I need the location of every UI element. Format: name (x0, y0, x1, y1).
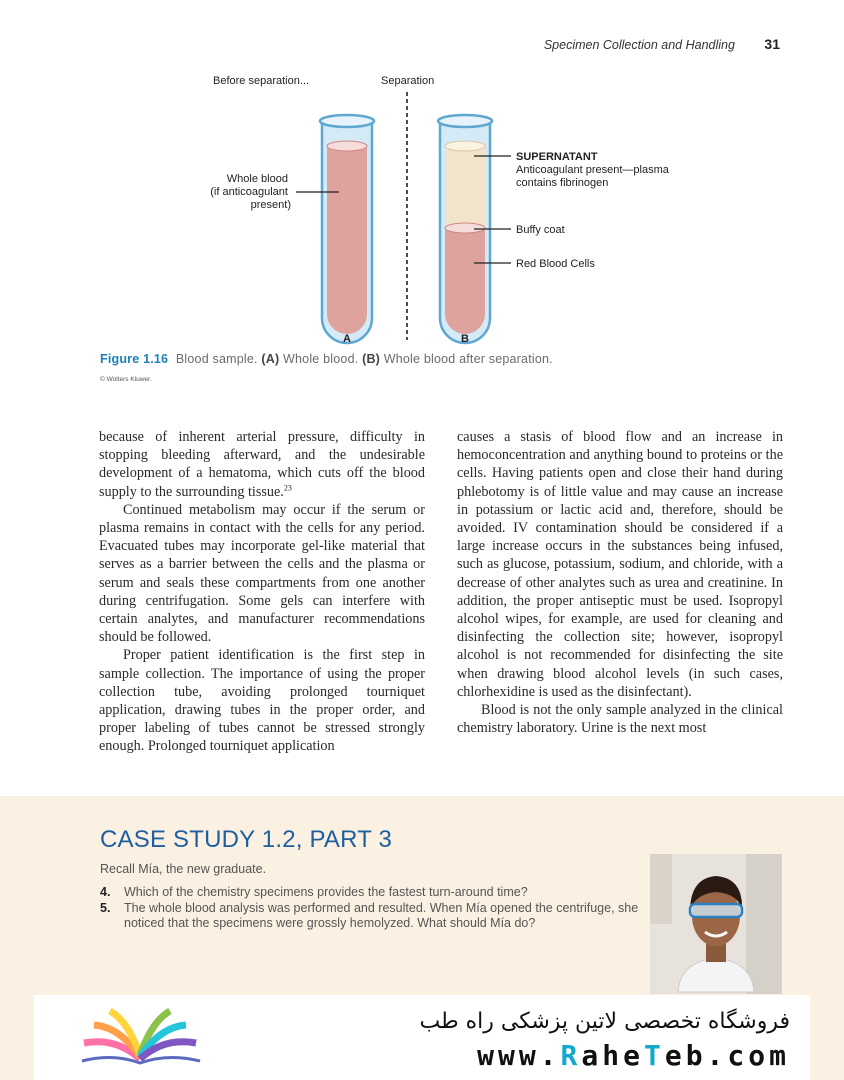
student-photo (650, 854, 782, 994)
open-book-logo (76, 1007, 206, 1067)
case-question: 5. The whole blood analysis was performed and resulted. When Mía opened the centrifuge, she noticed that the specimens were grossly hemolyzed. What should Mía do? (100, 901, 639, 930)
tube-b (438, 115, 492, 345)
figure-caption: Figure 1.16 Blood sample. (A) Whole blood. (B) Whole blood after separation. (100, 352, 553, 366)
body-column-right (457, 428, 783, 737)
paragraph: causes a stasis of blood flow and an increase in hemoconcentration and anything bound to proteins or the cells. Having patients open and close their hand during phlebotomy is of little value and may cause an increase in potassium or lactic acid and, therefore, should be avoided. IV contamination should be considered if a large increase occurs in the substances being infused, such as glucose, potassium, sodium, and chloride, with a decrease of other analytes such as urea and creatinine. In addition, the proper antiseptic must be used. Isopropyl alcohol wipes, for example, are used for cleaning and disinfecting the collection site; however, isopropyl alcohol is not recommended for disinfecting the site when drawing blood alcohol levels (in such cases, chlorhexidine is used as the disinfectant). (457, 429, 783, 700)
whole-blood-label: Whole blood (if anticoagulant present) (210, 173, 291, 211)
running-title: Specimen Collection and Handling (543, 38, 735, 52)
case-study-title: CASE STUDY 1.2, PART 3 (100, 826, 393, 853)
body-column-left (99, 428, 425, 756)
figure-credit: © Wolters Kluwer. (100, 376, 152, 383)
tube-a (320, 115, 374, 345)
label-separation: Separation (381, 75, 435, 87)
paragraph: Proper patient identification is the first step in sample collection. The importance of using the proper collection tube, avoiding prolonged tourniquet application, drawing tubes in the proper order, and proper labeling of tubes cannot be stressed strongly enough. Prolonged tourniquet application (99, 647, 425, 755)
tube-b-label: B (461, 333, 469, 345)
reference-superscript: 23 (283, 482, 292, 492)
paragraph: because of inherent arterial pressure, difficulty in stopping bleeding afterward, and the undesirable development of a hematoma, which cuts off the blood supply to the surrounding tissue.$^{23}$ (99, 429, 425, 500)
watermark-persian-text: فروشگاه تخصصی لاتین پزشکی راه طب (419, 1009, 790, 1034)
page-number: 31 (764, 36, 780, 52)
watermark-url: www.RaheTeb.com (477, 1039, 790, 1072)
watermark-banner (34, 995, 810, 1080)
figure-number: Figure 1.16 (100, 352, 169, 366)
blood-sample-figure (0, 60, 844, 350)
supernatant-title: SUPERNATANT (516, 151, 598, 163)
red-cells-label: Red Blood Cells (516, 258, 595, 270)
buffy-coat-label: Buffy coat (516, 224, 565, 236)
case-study-intro: Recall Mía, the new graduate. (100, 862, 267, 876)
tube-a-label: A (343, 333, 351, 345)
page-header (544, 36, 780, 52)
paragraph: Blood is not the only sample analyzed in the clinical chemistry laboratory. Urine is the next most (457, 702, 783, 737)
case-question: 4. Which of the chemistry specimens provides the fastest turn-around time? (100, 885, 528, 899)
paragraph: Continued metabolism may occur if the serum or plasma remains in contact with the cells for any period. Evacuated tubes may incorporate gel-like material that serves as a barrier between the cells and the plasma or serum and seals these compartments from one another during centrifugation. Some gels can interfere with certain analytes, and manufacturer recommendations should be followed. (99, 501, 425, 646)
label-before-separation: Before separation... (213, 75, 310, 87)
supernatant-description: Anticoagulant present—plasma contains fibrinogen (516, 164, 669, 189)
